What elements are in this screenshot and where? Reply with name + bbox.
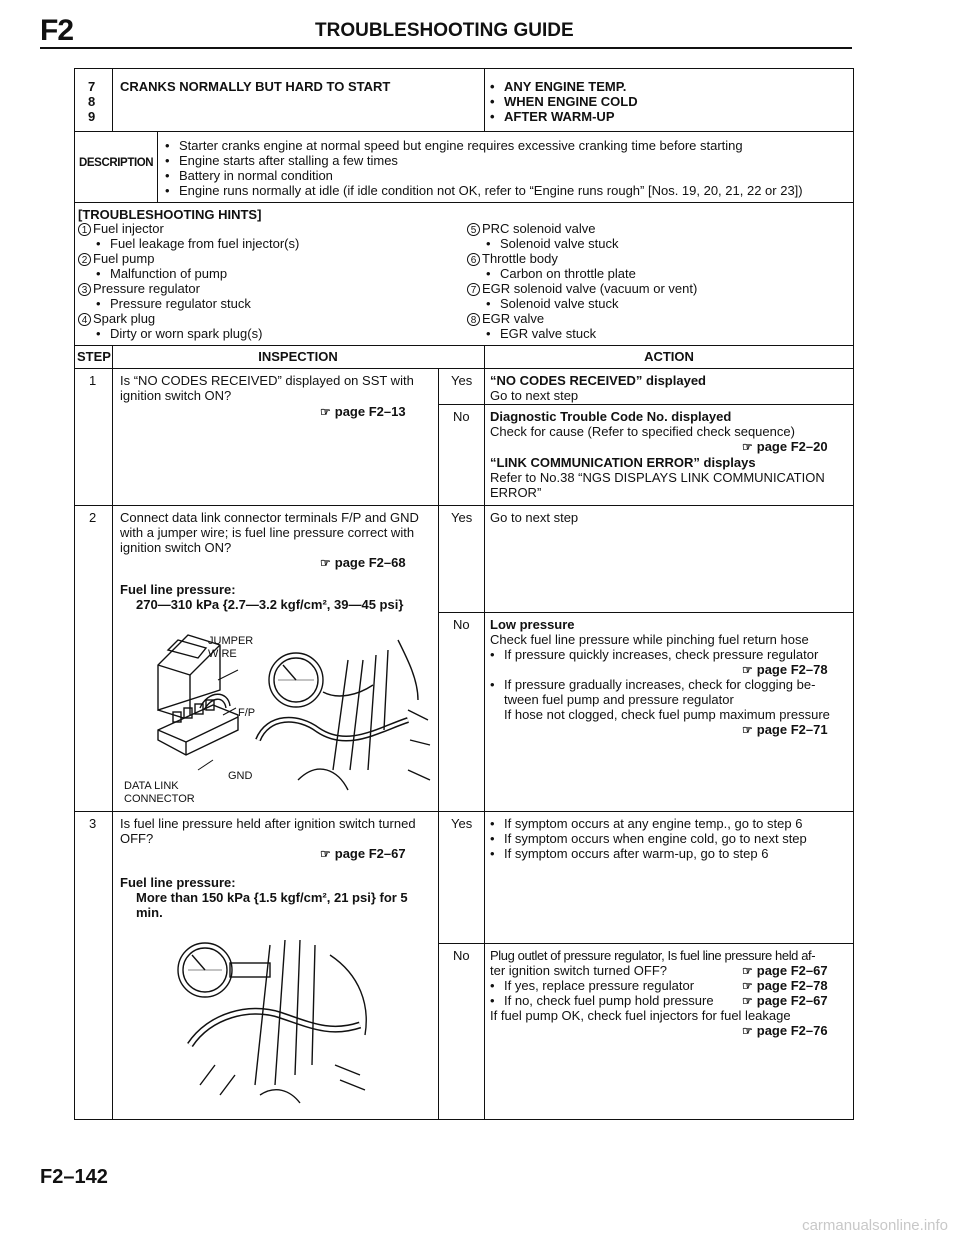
hint-title: Pressure regulator — [93, 281, 200, 296]
step-number: 3 — [89, 816, 97, 831]
action-bullet: • If pressure gradually increases, check for clogging be- — [490, 678, 815, 692]
inspection-text: Is fuel line pressure held after ignition switch turned — [120, 816, 416, 831]
page-reference: ☞ page F2–78 — [742, 979, 828, 993]
hint-number: 5 — [467, 223, 480, 236]
page-title: TROUBLESHOOTING GUIDE — [315, 20, 574, 41]
no-label: No — [453, 617, 470, 632]
action-text: Go to next step — [490, 510, 579, 525]
no-label: No — [453, 409, 470, 424]
hint-detail: • Dirty or worn spark plug(s) — [96, 327, 262, 341]
no-label: No — [453, 948, 470, 963]
condition-item: • WHEN ENGINE COLD — [490, 95, 638, 109]
action-bullet: • If yes, replace pressure regulator — [490, 979, 694, 993]
yes-label: Yes — [451, 373, 473, 388]
hint-item — [78, 222, 164, 236]
spec-label: Fuel line pressure: — [120, 875, 236, 890]
action-text: Plug outlet of pressure regulator, Is fuel line pressure held af- — [490, 948, 816, 963]
hint-title: PRC solenoid valve — [482, 221, 596, 236]
page-number: F2–142 — [40, 1166, 108, 1188]
hint-detail: • EGR valve stuck — [486, 327, 596, 341]
title-rule — [40, 47, 852, 49]
hint-detail: • Pressure regulator stuck — [96, 297, 251, 311]
action-text: ERROR” — [490, 485, 542, 500]
hint-detail: • Fuel leakage from fuel injector(s) — [96, 237, 299, 251]
action-text: ter ignition switch turned OFF? — [490, 963, 668, 978]
inspection-text: OFF? — [120, 831, 154, 846]
yes-label: Yes — [451, 816, 473, 831]
action-heading: Low pressure — [490, 617, 575, 632]
figure-label: DATA LINK — [124, 780, 179, 792]
figure-label: WIRE — [208, 648, 237, 660]
action-text: If fuel pump OK, check fuel injectors for fuel leakage — [490, 1008, 791, 1023]
condition-item: • AFTER WARM-UP — [490, 110, 615, 124]
hint-number: 4 — [78, 313, 91, 326]
step-number: 1 — [89, 373, 97, 388]
action-heading: “LINK COMMUNICATION ERROR” displays — [490, 455, 756, 470]
hint-item — [467, 282, 697, 296]
hint-item — [467, 222, 595, 236]
page-reference: ☞ page F2–67 — [742, 964, 828, 978]
action-text: tween fuel pump and pressure regulator — [504, 692, 734, 707]
condition-item: • ANY ENGINE TEMP. — [490, 80, 626, 94]
page-reference: ☞ page F2–71 — [742, 723, 828, 737]
action-text: Check fuel line pressure while pinching fuel return hose — [490, 632, 809, 647]
hint-number: 8 — [467, 313, 480, 326]
inspection-text: Is “NO CODES RECEIVED” displayed on SST with — [120, 373, 414, 388]
hint-number: 6 — [467, 253, 480, 266]
action-text: Go to next step — [490, 388, 579, 403]
action-bullet: • If no, check fuel pump hold pressure — [490, 994, 714, 1008]
spec-value: min. — [136, 905, 163, 920]
description-item: • Battery in normal condition — [165, 169, 333, 183]
description-label: DESCRIPTION — [79, 157, 154, 169]
symptom-number: 9 — [88, 109, 96, 124]
page-reference: ☞ page F2–78 — [742, 663, 828, 677]
hint-detail: • Malfunction of pump — [96, 267, 227, 281]
action-bullet: • If pressure quickly increases, check pressure regulator — [490, 648, 818, 662]
hint-item — [78, 312, 155, 326]
hint-item — [78, 282, 200, 296]
page-reference: ☞ page F2–13 — [320, 405, 406, 419]
yes-label: Yes — [451, 510, 473, 525]
spec-value: More than 150 kPa {1.5 kgf/cm², 21 psi} for 5 — [136, 890, 408, 905]
action-text: If hose not clogged, check fuel pump maximum pressure — [504, 707, 830, 722]
page-reference: ☞ page F2–20 — [742, 440, 828, 454]
hint-title: EGR valve — [482, 311, 545, 326]
inspection-column-header: INSPECTION — [258, 349, 338, 364]
hint-title: Throttle body — [482, 251, 558, 266]
action-bullet: • If symptom occurs after warm-up, go to step 6 — [490, 847, 768, 861]
inspection-text: Connect data link connector terminals F/P and GND — [120, 510, 419, 525]
inspection-text: ignition switch ON? — [120, 388, 232, 403]
hint-detail: • Solenoid valve stuck — [486, 237, 619, 251]
hint-title: Fuel pump — [93, 251, 155, 266]
hint-number: 7 — [467, 283, 480, 296]
figure-label: JUMPER — [208, 635, 254, 647]
action-text: Refer to No.38 “NGS DISPLAYS LINK COMMUNICATION — [490, 470, 825, 485]
description-item: • Engine runs normally at idle (if idle condition not OK, refer to “Engine runs rough” [Nos. 19, 20, 21, 22 or 23]) — [165, 184, 803, 198]
page-reference: ☞ page F2–67 — [320, 847, 406, 861]
figure-label: F/P — [238, 707, 256, 719]
action-text: Check for cause (Refer to specified check sequence) — [490, 424, 795, 439]
hint-detail: • Carbon on throttle plate — [486, 267, 636, 281]
figure-label: GND — [228, 770, 253, 782]
hint-title: Spark plug — [93, 311, 156, 326]
hint-title: Fuel injector — [93, 221, 164, 236]
hint-number: 1 — [78, 223, 91, 236]
inspection-text: ignition switch ON? — [120, 540, 232, 555]
action-heading: “NO CODES RECEIVED” displayed — [490, 373, 706, 388]
hint-item — [78, 252, 154, 266]
page-reference: ☞ page F2–76 — [742, 1024, 828, 1038]
figure-label: CONNECTOR — [124, 793, 195, 805]
page-reference: ☞ page F2–68 — [320, 556, 406, 570]
symptom-number: 7 — [88, 79, 96, 94]
hint-title: EGR solenoid valve (vacuum or vent) — [482, 281, 698, 296]
step-column-header: STEP — [77, 349, 111, 364]
symptom-title: CRANKS NORMALLY BUT HARD TO START — [120, 79, 391, 94]
page-reference: ☞ page F2–67 — [742, 994, 828, 1008]
hint-item — [467, 252, 558, 266]
description-item: • Engine starts after stalling a few times — [165, 154, 398, 168]
action-bullet: • If symptom occurs at any engine temp., go to step 6 — [490, 817, 802, 831]
hint-number: 2 — [78, 253, 91, 266]
inspection-text: with a jumper wire; is fuel line pressure correct with — [120, 525, 415, 540]
fuel-pressure-gauge-connector-illustration — [118, 620, 434, 805]
symptom-number: 8 — [88, 94, 96, 109]
action-heading: Diagnostic Trouble Code No. displayed — [490, 409, 732, 424]
hint-number: 3 — [78, 283, 91, 296]
hints-heading: [TROUBLESHOOTING HINTS] — [78, 207, 262, 222]
action-column-header: ACTION — [644, 349, 694, 364]
hint-detail: • Solenoid valve stuck — [486, 297, 619, 311]
action-bullet: • If symptom occurs when engine cold, go to next step — [490, 832, 807, 846]
section-code: F2 — [40, 14, 74, 47]
step-number: 2 — [89, 510, 97, 525]
description-item: • Starter cranks engine at normal speed but engine requires excessive cranking time before starting — [165, 139, 743, 153]
watermark: carmanualsonline.info — [802, 1217, 948, 1234]
spec-label: Fuel line pressure: — [120, 582, 236, 597]
spec-value: 270—310 kPa {2.7—3.2 kgf/cm², 39—45 psi} — [136, 597, 404, 612]
hint-item — [467, 312, 544, 326]
fuel-pressure-hold-illustration — [160, 925, 390, 1105]
